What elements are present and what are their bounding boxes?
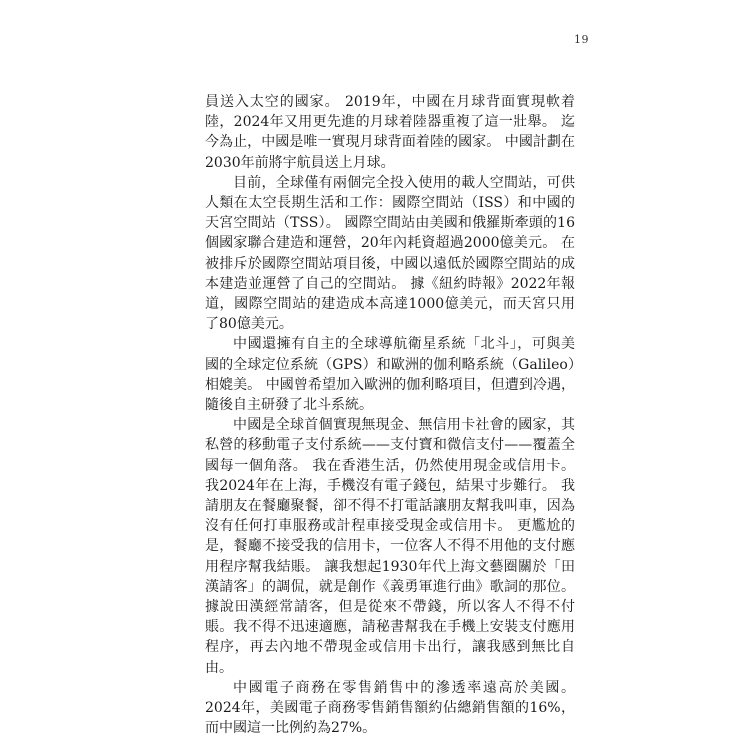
page-number: 19	[574, 33, 589, 46]
paragraph-3: 中國還擁有自主的全球導航衛星系統「北斗」，可與美國的全球定位系統（GPS）和歐洲的伽利略系統（Galileo）相媲美。 中國曾希望加入歐洲的伽利略項目，但遭到冷遇，隨後自主研發了北斗系統。	[205, 336, 575, 414]
paragraph-4: 中國是全球首個實現無現金、無信用卡社會的國家，其私營的移動電子支付系統——支付寶和微信支付——覆蓋全國每一個角落。 我在香港生活，仍然使用現金或信用卡。 我2024年在上海，手機沒有電子錢包，結果寸步難行。 我請朋友在餐廳聚餐，卻不得不打電話讓朋友幫我叫車，因為沒有任何打車服務或計程車接受現金或信用卡。 更尷尬的是，餐廳不接受我的信用卡，一位客人不得不用他的支付應用程序幫我結賬。 讓我想起1930年代上海文藝圈關於「田漢請客」的調侃，就是創作《義勇軍進行曲》歌詞的那位。據說田漢經常請客，但是從來不帶錢，所以客人不得不付賬。我不得不迅速適應，請秘書幫我在手機上安裝支付應用程序，再去內地不帶現金或信用卡出行，讓我感到無比自由。	[205, 417, 575, 676]
paragraph-2: 目前，全球僅有兩個完全投入使用的載人空間站，可供人類在太空長期生活和工作：國際空間站（ISS）和中國的天宮空間站（TSS）。 國際空間站由美國和俄羅斯牽頭的16個國家聯合建造和運營，20年內耗資超過2000億美元。 在被排斥於國際空間站項目後，中國以遠低於國際空間站的成本建造並運營了自己的空間站。 據《紐約時報》2022年報道，國際空間站的建造成本高達1000億美元，而天宮只用了80億美元。	[205, 174, 575, 333]
paragraph-5: 中國電子商務在零售銷售中的滲透率遠高於美國。 2024年，美國電子商務零售銷售額約佔總銷售額的16%，而中國這一比例約為27%。	[205, 679, 575, 737]
paragraph-1: 員送入太空的國家。 2019年，中國在月球背面實現軟着陸，2024年又用更先進的月球着陸器重複了這一壯舉。 迄今為止，中國是唯一實現月球背面着陸的國家。 中國計劃在2030年前將宇航員送上月球。	[205, 94, 575, 171]
body-text	[205, 92, 575, 739]
